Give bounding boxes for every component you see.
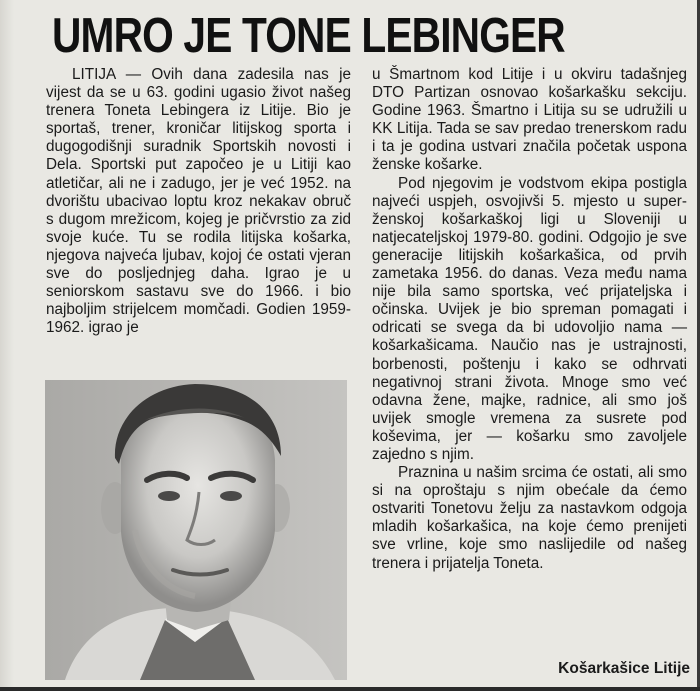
right-column: [372, 66, 687, 573]
page-left-edge: [0, 0, 14, 691]
signature: Košarkašice Litije: [558, 660, 690, 677]
portrait-image: [45, 380, 347, 680]
portrait-photo: [45, 380, 347, 680]
right-paragraph-3: Praznina u našim srcima će ostati, ali smo si na oproštaju s njim obećale da ćemo ostvariti Tonetovu želju za nastavkom odgoja mladih košarkašica, na koje ćemo prenijeti sve vrline, koje smo naslijedile od našeg trenera i prijatelja Toneta.: [372, 464, 687, 572]
headline: UMRO JE TONE LEBINGER: [52, 9, 565, 63]
right-paragraph-1: u Šmartnom kod Litije i u okviru tadašnjeg DTO Partizan osnovao košarkašku sekciju. Godine 1963. Šmartno i Litija su se udružili u KK Litija. Tada se sav predao trenerskom radu i ta je godina ustvari značila početak uspona ženske košarke.: [372, 66, 687, 174]
frame-bottom-rule: [0, 687, 700, 691]
left-paragraph: LITIJA — Ovih dana zadesila nas je vijest da se u 63. godini ugasio život našeg trenera Toneta Lebingera iz Litije. Bio je sportaš, trener, kroničar litijskog sporta i dugogodišnji suradnik Sportskih novosti i Dela. Sportski put započeo je u Litiji kao atletičar, ali ne i zadugo, jer je već 1952. na dvorištu ubacivao loptu kroz nekakav obruč s dugom mrežicom, kojeg je pričvrstio za zid svoje kuće. Tu se rodila litijska košarka, njegova najveća ljubav, kojoj će ostati vjeran sve do posljednjeg daha. Igrao je u seniorskom sastavu sve do 1966. i bio najboljim strijelcem momčadi. Godien 1959-1962. igrao je: [46, 66, 351, 337]
right-paragraph-2: Pod njegovim je vodstvom ekipa postigla najveći uspjeh, osvojivši 5. mjesto u super-ženskoj košarkaškoj ligi u Sloveniji u natjecateljskoj 1979-80. godini. Odgojio je sve generacije litijskih košarkašica, od prvih zametaka 1956. do danas. Veza među nama nije bila samo sportska, već prijateljska i očinska. Uvijek je bio spreman pomagati i odricati se svega da bi udovoljio nama — košarkašicama. Naučio nas je ustrajnosti, borbenosti, poštenju i kako se odhrvati negativnoj strani života. Mnoge smo već odavna žene, majke, radnice, ali smo još uvijek smogle vremena za susrete pod koševima, jer — košarku smo zavoljele zajedno s njim.: [372, 174, 687, 463]
left-column: [46, 66, 351, 337]
